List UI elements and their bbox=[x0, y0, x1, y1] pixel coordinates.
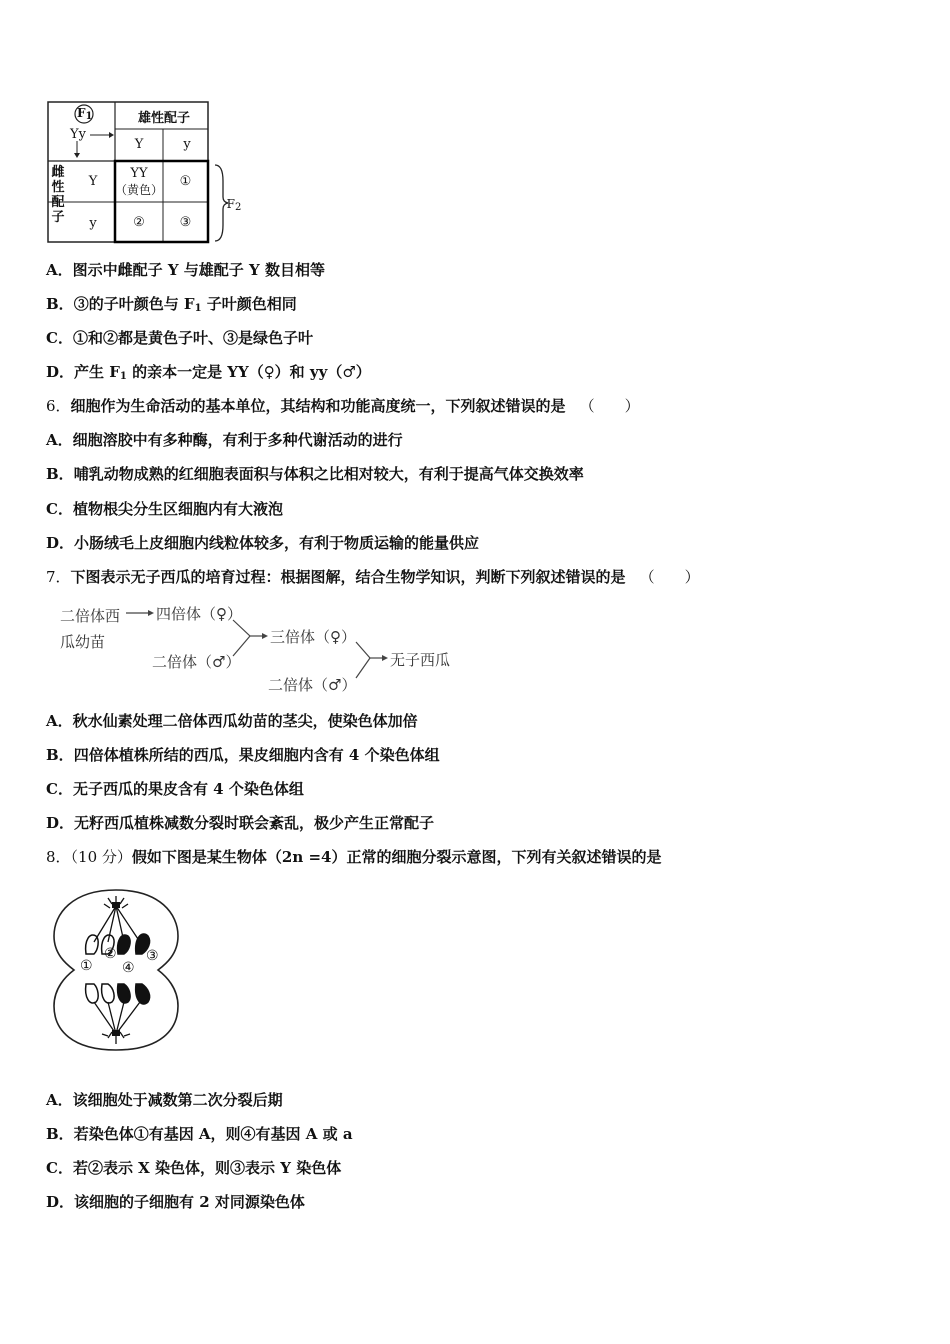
cell-division-figure bbox=[50, 884, 182, 1056]
punnett-square bbox=[47, 101, 247, 245]
diploid-male-label-2: 二倍体（♂） bbox=[268, 676, 357, 694]
diploid-seedling-label: 二倍体西 瓜幼苗 bbox=[60, 607, 121, 651]
q5-option-b: B．③的子叶颜色与 $F_1$ 子叶颜色相同 bbox=[46, 295, 297, 314]
row-Y: Y bbox=[88, 174, 98, 189]
cell-1: ① bbox=[179, 174, 192, 189]
q5-option-a: A．图示中雌配子 Y 与雄配子 Y 数目相等 bbox=[46, 261, 325, 279]
q8-stem: 8．（10 分）假如下图是某生物体（2n =4）正常的细胞分裂示意图，下列有关叙述错误的是 bbox=[46, 848, 662, 866]
female-gametes-header: 雌 性 配 子 bbox=[51, 165, 65, 225]
row-y: y bbox=[89, 216, 97, 231]
chromosome-label-1: ① bbox=[80, 958, 93, 974]
seedless-watermelon-label: 无子西瓜 bbox=[390, 651, 451, 669]
triploid-label: 三倍体（♀） bbox=[270, 628, 356, 646]
q6-option-b: B．哺乳动物成熟的红细胞表面积与体积之比相对较大，有利于提高气体交换效率 bbox=[46, 465, 584, 483]
q6-stem: 6．细胞作为生命活动的基本单位，其结构和功能高度统一，下列叙述错误的是 （ ） bbox=[46, 397, 640, 415]
chromosome-label-2: ② bbox=[104, 946, 117, 962]
seedless-watermelon-diagram bbox=[58, 598, 458, 698]
q7-stem: 7．下图表示无子西瓜的培育过程：根据图解，结合生物学知识，判断下列叙述错误的是 （ ） bbox=[46, 568, 700, 586]
q7-option-a: A．秋水仙素处理二倍体西瓜幼苗的茎尖，使染色体加倍 bbox=[46, 712, 418, 730]
q6-option-d: D．小肠绒毛上皮细胞内线粒体较多，有利于物质运输的能量供应 bbox=[46, 534, 480, 552]
f1-label: $F_1$ bbox=[77, 106, 93, 122]
q7-option-c: C．无子西瓜的果皮含有 4 个染色体组 bbox=[46, 780, 304, 798]
q8-option-d: D．该细胞的子细胞有 2 对同源染色体 bbox=[46, 1193, 305, 1211]
diploid-male-label-1: 二倍体（♂） bbox=[152, 653, 241, 671]
col-Y: Y bbox=[134, 137, 144, 152]
q6-option-c: C．植物根尖分生区细胞内有大液泡 bbox=[46, 500, 283, 518]
cell-drawing bbox=[50, 884, 182, 1056]
q8-option-b: B．若染色体①有基因 A，则④有基因 A 或 a bbox=[46, 1125, 353, 1143]
chromosome-label-3: ③ bbox=[146, 948, 159, 964]
cell-YY: YY （黄色） bbox=[115, 166, 164, 197]
cell-3: ③ bbox=[179, 215, 192, 230]
q5-option-c: C．①和②都是黄色子叶、③是绿色子叶 bbox=[46, 329, 313, 347]
male-gametes-header: 雄性配子 bbox=[137, 111, 190, 126]
yy-parent-label: Yy bbox=[70, 127, 86, 142]
q7-option-b: B．四倍体植株所结的西瓜，果皮细胞内含有 4 个染色体组 bbox=[46, 746, 440, 764]
q7-option-d: D．无籽西瓜植株减数分裂时联会紊乱，极少产生正常配子 bbox=[46, 814, 435, 832]
f2-label: $F_2$ bbox=[226, 197, 242, 213]
q8-option-c: C．若②表示 X 染色体，则③表示 Y 染色体 bbox=[46, 1159, 342, 1177]
q8-option-a: A．该细胞处于减数第二次分裂后期 bbox=[46, 1091, 283, 1109]
chromosome-label-4: ④ bbox=[122, 960, 135, 976]
tetraploid-label: 四倍体（♀） bbox=[156, 605, 242, 623]
q6-option-a: A．细胞溶胶中有多种酶，有利于多种代谢活动的进行 bbox=[46, 431, 403, 449]
cell-2: ② bbox=[133, 215, 145, 230]
q5-option-d: D．产生 $F_1$ 的亲本一定是 YY（♀）和 yy（♂） bbox=[46, 363, 371, 382]
col-y: y bbox=[183, 137, 191, 152]
